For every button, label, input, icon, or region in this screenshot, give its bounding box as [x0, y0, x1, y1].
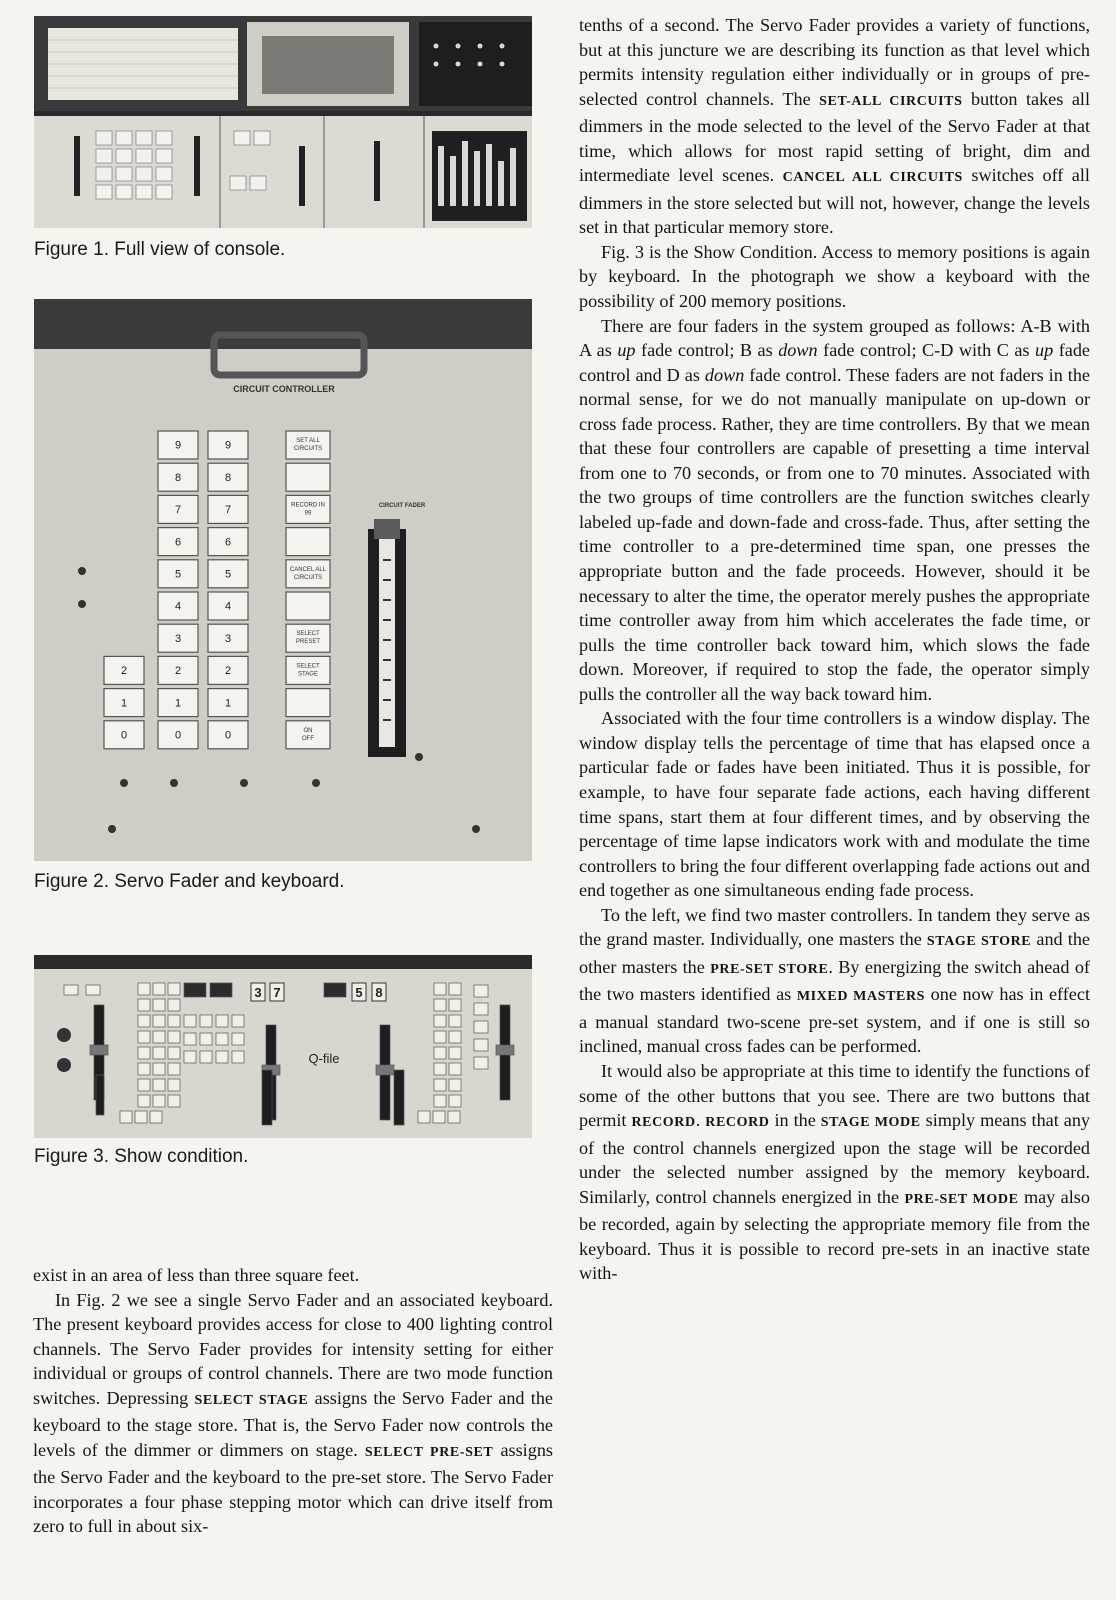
panel-key: [418, 1111, 430, 1123]
keyboard-key: [158, 721, 198, 749]
function-button: [286, 721, 330, 749]
circuit-fader-label: CIRCUIT FADER: [378, 503, 426, 509]
keyboard-key: [208, 721, 248, 749]
display-digit: 8: [375, 985, 383, 1000]
figure-1-photo: [34, 16, 532, 228]
function-button-label: SET ALL: [296, 438, 320, 444]
panel-key: [232, 1033, 244, 1045]
panel-key: [474, 1057, 488, 1069]
servo-fader-keyboard-illustration: [34, 299, 532, 861]
function-button-label: CIRCUITS: [293, 446, 323, 452]
panel-key: [86, 985, 100, 995]
panel-key: [168, 1079, 180, 1091]
key-label: 6: [224, 536, 232, 549]
figure-3-caption: Figure 3. Show condition.: [34, 1146, 249, 1167]
keyboard-key: [208, 560, 248, 588]
master-knob: [57, 1028, 71, 1042]
panel-key: [434, 1031, 446, 1043]
panel-key: [120, 1111, 132, 1123]
key-label: 7: [224, 504, 232, 517]
panel-key: [138, 1095, 150, 1107]
panel-key: [474, 985, 488, 997]
key-label: 9: [174, 439, 182, 452]
function-button-label: OFF: [302, 735, 314, 742]
fader-slot: [96, 1075, 104, 1115]
key-label: 4: [224, 600, 232, 613]
panel-key: [232, 1051, 244, 1063]
q-file-label: Q-file: [308, 1051, 340, 1066]
key-label: 0: [174, 729, 182, 742]
panel-key: [216, 1051, 228, 1063]
panel-key: [168, 1015, 180, 1027]
paragraph: In Fig. 2 we see a single Servo Fader and an associated keyboard. The present keyboard provides access for close to 400 lighting control channels. The Servo Fader provides for intensity setting for either individual or groups of control channels. There are two mode function switches. Depressing SELECT STAGE assigns the Servo Fader and the keyboard to the stage store. That is, the Servo Fader now controls the levels of the dimmer or dimmers on stage. SELECT PRE-SET assigns the Servo Fader and the keyboard to the pre-set store. The Servo Fader incorporates a four phase stepping motor which can drive itself from zero to full in about six-: [33, 1289, 553, 1537]
panel-key: [433, 1111, 445, 1123]
left-text-column: [33, 1263, 553, 1539]
panel-key: [434, 1079, 446, 1091]
key-label: 7: [174, 504, 182, 517]
panel-key: [200, 1051, 212, 1063]
paragraph: Associated with the four time controllers is a window display. The window display tells the percentage of time that has elapsed once a particular fade or fades have been initiated. Thus it is possible, for example, to have four separate fade actions, each having different time spans, start them at four different times, and by observing the percentage of time lapse indicators work with and modulate the time controllers to bring the four different overlapping fade actions out and end together as one simultaneous ending fade process.: [579, 708, 1090, 901]
panel-key: [184, 1033, 196, 1045]
panel-key: [449, 983, 461, 995]
keyboard-key: [158, 592, 198, 620]
panel-key: [434, 1015, 446, 1027]
key-label: 1: [224, 697, 232, 710]
keyboard-key: [208, 495, 248, 523]
keyboard-key: [158, 656, 198, 684]
figure-2-photo: [34, 299, 532, 861]
panel-key: [449, 1095, 461, 1107]
keyboard-key: [208, 592, 248, 620]
function-button-label: SELECT: [296, 663, 320, 670]
panel-key: [153, 1015, 165, 1027]
key-label: 8: [174, 471, 182, 484]
function-button: [286, 528, 330, 556]
key-label: 9: [224, 439, 232, 452]
key-label: 2: [120, 665, 128, 678]
panel-key: [168, 983, 180, 995]
function-button-label: RECORD IN: [291, 502, 325, 509]
keyboard-key: [158, 528, 198, 556]
function-button-label: STAGE: [298, 671, 318, 678]
panel-key: [434, 1063, 446, 1075]
panel-key: [434, 999, 446, 1011]
panel-key: [138, 1079, 150, 1091]
panel-key: [153, 1063, 165, 1075]
panel-key: [153, 999, 165, 1011]
keyboard-key: [208, 689, 248, 717]
display-digit: 5: [355, 985, 363, 1000]
figure-3-photo: [34, 955, 532, 1138]
panel-key: [184, 1051, 196, 1063]
function-button: [286, 624, 330, 652]
panel-key: [434, 983, 446, 995]
key-label: 1: [174, 697, 182, 710]
keyboard-key: [158, 495, 198, 523]
key-label: 0: [120, 729, 128, 742]
panel-key: [64, 985, 78, 995]
function-button-label: PRESET: [295, 639, 321, 646]
key-label: 2: [224, 665, 232, 678]
panel-key: [449, 999, 461, 1011]
right-text-column: [579, 13, 1090, 1286]
panel-key: [184, 1015, 196, 1027]
panel-key: [232, 1015, 244, 1027]
panel-key: [138, 1031, 150, 1043]
paragraph: exist in an area of less than three square feet.: [33, 1265, 360, 1285]
panel-key: [448, 1111, 460, 1123]
key-label: 5: [174, 568, 182, 581]
panel-key: [168, 1095, 180, 1107]
function-button: [286, 560, 330, 588]
console-illustration: [34, 16, 532, 228]
panel-key: [138, 1015, 150, 1027]
fader-knob: [90, 1045, 108, 1055]
keyboard-key: [208, 656, 248, 684]
keyboard-column-small: [104, 656, 144, 748]
panel-key: [150, 1111, 162, 1123]
figure-1-caption: Figure 1. Full view of console.: [34, 239, 286, 260]
key-label: 3: [174, 632, 182, 645]
display-digit: 7: [273, 985, 281, 1000]
keyboard-key: [158, 463, 198, 491]
panel-key: [474, 1003, 488, 1015]
panel-key: [200, 1033, 212, 1045]
panel-key: [168, 1047, 180, 1059]
fader-knob: [496, 1045, 514, 1055]
master-knob: [57, 1058, 71, 1072]
keyboard-key: [104, 721, 144, 749]
keyboard-key: [208, 463, 248, 491]
function-button: [286, 689, 330, 717]
panel-key: [449, 1063, 461, 1075]
paragraph: It would also be appropriate at this time to identify the functions of some of the other buttons that you see. There are two buttons that permit RECORD. RECORD in the STAGE MODE simply means that any of the control channels energized upon the stage will be recorded under the selected number assigned by the memory keyboard. Similarly, control channels energized in the PRE-SET MODE may also be recorded, again by selecting the appropriate memory file from the keyboard. Thus it is possible to record pre-sets in an inactive state with-: [579, 1060, 1091, 1284]
panel-key: [474, 1039, 488, 1051]
keyboard-key: [158, 624, 198, 652]
function-button-label: ON: [303, 727, 313, 734]
panel-key: [153, 1047, 165, 1059]
key-label: 6: [174, 536, 182, 549]
figure-2-caption: Figure 2. Servo Fader and keyboard.: [34, 871, 345, 892]
keyboard-key: [208, 528, 248, 556]
key-label: 4: [174, 600, 182, 613]
panel-key: [168, 1063, 180, 1075]
panel-key: [434, 1047, 446, 1059]
panel-key: [153, 1079, 165, 1091]
fader-slot: [262, 1070, 272, 1125]
panel-key: [153, 1031, 165, 1043]
key-label: 5: [224, 568, 232, 581]
circuit-controller-label: CIRCUIT CONTROLLER: [233, 384, 335, 394]
keyboard-key: [104, 689, 144, 717]
function-button: [286, 495, 330, 523]
panel-key: [153, 1095, 165, 1107]
display-digit: 3: [254, 985, 262, 1000]
function-button-label: SELECT: [296, 631, 320, 638]
panel-key: [135, 1111, 147, 1123]
panel-key: [449, 1015, 461, 1027]
panel-key: [434, 1095, 446, 1107]
key-label: 8: [224, 471, 232, 484]
panel-key: [449, 1047, 461, 1059]
panel-key: [216, 1015, 228, 1027]
fader-knob: [376, 1065, 394, 1075]
key-label: 2: [174, 665, 182, 678]
keyboard-key: [158, 431, 198, 459]
keyboard-key: [208, 431, 248, 459]
panel-key: [138, 1047, 150, 1059]
panel-key: [474, 1021, 488, 1033]
keyboard-key: [208, 624, 248, 652]
paragraph: There are four faders in the system grouped as follows: A-B with A as up fade control; B as down fade control; C-D with C as up fade control and D as down fade control. These faders are not faders in the normal sense, for we do not manually manipulate on up-down or cross fade process. Rather, they are time controllers. By that we mean that these four controllers are capable of presetting a time interval from one to 70 seconds, or from one to 70 minutes. Associated with the two groups of time controllers are the function switches clearly labeled up-fade and down-fade and cross-fade. Thus, after setting the time controller to a pre-determined time span, one presses the appropriate button and the fade proceeds. However, should it be necessary to alter the time, the operator merely pushes the appropriate time controller away from him which accelerates the fade time, or pulls the time controller back toward him, which slows the fade down. Moreover, if required to stop the fade, the operator simply pulls the controller all the way back toward him.: [579, 315, 1091, 704]
display-window: [210, 983, 232, 997]
keyboard-key: [158, 689, 198, 717]
paragraph: tenths of a second. The Servo Fader provides a variety of functions, but at this juncture we are describing its function as that level which permits intensity regulation either individually or in groups of pre-selected control channels. The SET-ALL CIRCUITS button takes all dimmers in the mode selected to the level of the Servo Fader at that time, which allows for most rapid setting of bright, dim and intermediate level scenes. CANCEL ALL CIRCUITS switches off all dimmers in the store selected but will not, however, change the levels set in that particular memory store.: [579, 15, 1090, 238]
panel-key: [200, 1015, 212, 1027]
show-condition-illustration: [34, 955, 532, 1138]
function-button: [286, 431, 330, 459]
keyboard-key: [104, 656, 144, 684]
keyboard-key: [158, 560, 198, 588]
function-button: [286, 463, 330, 491]
function-button-label: CANCEL ALL: [289, 566, 327, 573]
panel-key: [449, 1079, 461, 1091]
panel-key: [153, 983, 165, 995]
key-label: 1: [120, 697, 128, 710]
paragraph: To the left, we find two master controllers. In tandem they serve as the grand master. Individually, one masters the STAGE STORE and the other masters the PRE-SET STORE. By energizing the switch ahead of the two masters identified as MIXED MASTERS one now has in effect a manual standard two-scene pre-set system, and if one is still so inclined, manual cross fades can be performed.: [579, 904, 1091, 1057]
panel-key: [138, 999, 150, 1011]
function-button-label: 99: [304, 510, 312, 517]
function-button: [286, 592, 330, 620]
fader-slot: [394, 1070, 404, 1125]
paragraph: Fig. 3 is the Show Condition. Access to memory positions is again by keyboard. In the photograph we show a keyboard with the possibility of 200 memory positions.: [579, 241, 1090, 312]
function-button: [286, 656, 330, 684]
panel-key: [168, 999, 180, 1011]
display-window: [324, 983, 346, 997]
key-label: 3: [224, 632, 232, 645]
panel-key: [138, 983, 150, 995]
panel-key: [216, 1033, 228, 1045]
panel-key: [138, 1063, 150, 1075]
display-window: [184, 983, 206, 997]
panel-key: [168, 1031, 180, 1043]
panel-key: [449, 1031, 461, 1043]
function-button-label: CIRCUITS: [293, 574, 323, 581]
key-label: 0: [224, 729, 232, 742]
